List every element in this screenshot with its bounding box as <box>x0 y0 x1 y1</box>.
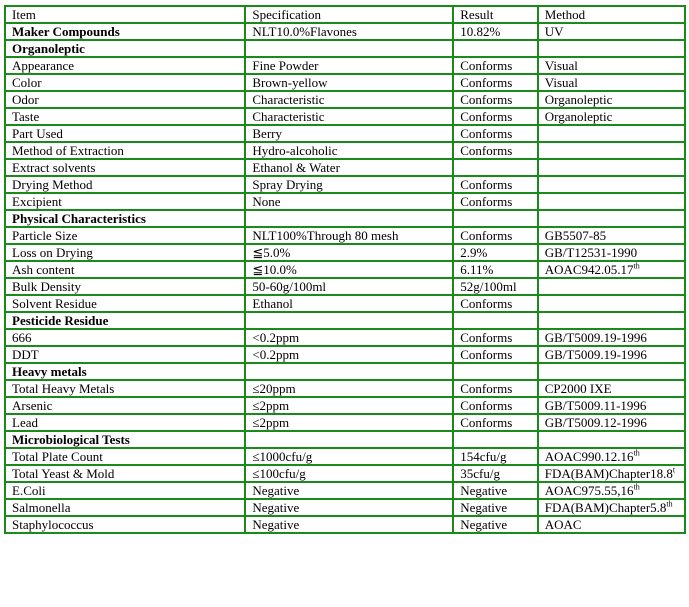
item-cell <box>5 244 245 261</box>
specification-cell-text: ≦5.0% <box>252 245 291 260</box>
method-cell <box>538 346 685 363</box>
specification-cell <box>245 159 453 176</box>
specification-cell-text: Spray Drying <box>252 177 323 192</box>
result-cell <box>453 176 537 193</box>
item-cell <box>5 482 245 499</box>
table-row <box>5 125 685 142</box>
specification-cell-text: Brown-yellow <box>252 75 328 90</box>
header-method: Method <box>538 6 685 23</box>
specification-cell <box>245 142 453 159</box>
method-cell <box>538 431 685 448</box>
item-cell-text: Microbiological Tests <box>12 432 130 447</box>
method-cell-text: Visual <box>544 75 578 90</box>
item-cell-text: Organoleptic <box>12 41 85 56</box>
result-cell <box>453 431 537 448</box>
item-cell-text: Maker Compounds <box>12 24 120 39</box>
method-cell <box>538 108 685 125</box>
method-cell-text: AOAC990.12.16 <box>544 449 634 464</box>
section-header-row <box>5 312 685 329</box>
specification-cell <box>245 23 453 40</box>
item-cell <box>5 465 245 482</box>
item-cell <box>5 159 245 176</box>
result-cell-text: Conforms <box>460 177 513 192</box>
item-cell-text: Heavy metals <box>12 364 87 379</box>
item-cell-text: Total Plate Count <box>12 449 103 464</box>
result-cell-text: Conforms <box>460 381 513 396</box>
result-cell <box>453 159 537 176</box>
result-cell-text: Conforms <box>460 398 513 413</box>
specification-cell <box>245 227 453 244</box>
specification-cell <box>245 431 453 448</box>
method-cell <box>538 125 685 142</box>
specification-cell-text: ≤20ppm <box>252 381 296 396</box>
specification-cell <box>245 312 453 329</box>
table-row <box>5 74 685 91</box>
header-specification: Specification <box>245 6 453 23</box>
ordinal-superscript: th <box>633 448 640 458</box>
item-cell-text: Loss on Drying <box>12 245 93 260</box>
method-cell <box>538 380 685 397</box>
method-cell <box>538 499 685 516</box>
item-cell-text: Part Used <box>12 126 63 141</box>
item-cell-text: Color <box>12 75 42 90</box>
result-cell-text: 6.11% <box>460 262 494 277</box>
item-cell-text: Appearance <box>12 58 75 73</box>
result-cell <box>453 312 537 329</box>
item-cell-text: Total Heavy Metals <box>12 381 115 396</box>
table-row <box>5 346 685 363</box>
method-cell <box>538 295 685 312</box>
item-cell <box>5 346 245 363</box>
specification-table <box>4 5 686 534</box>
table-row <box>5 244 685 261</box>
table-row <box>5 448 685 465</box>
specification-cell <box>245 397 453 414</box>
item-cell-text: Arsenic <box>12 398 53 413</box>
method-cell <box>538 23 685 40</box>
result-cell <box>453 295 537 312</box>
result-cell-text: Negative <box>460 500 508 515</box>
specification-cell <box>245 380 453 397</box>
table-row <box>5 91 685 108</box>
result-cell <box>453 397 537 414</box>
item-cell <box>5 397 245 414</box>
result-cell-text: Negative <box>460 517 508 532</box>
method-cell-text: GB5507-85 <box>544 228 607 243</box>
method-cell-text: AOAC975.55,16 <box>544 483 634 498</box>
result-cell <box>453 125 537 142</box>
method-cell-text: AOAC <box>544 517 582 532</box>
item-cell-text: Extract solvents <box>12 160 96 175</box>
result-cell <box>453 108 537 125</box>
item-cell <box>5 108 245 125</box>
result-cell <box>453 499 537 516</box>
method-cell-text: Visual <box>544 58 578 73</box>
item-cell <box>5 278 245 295</box>
specification-cell <box>245 74 453 91</box>
specification-cell <box>245 108 453 125</box>
method-cell-text: FDA(BAM)Chapter18.8 <box>544 466 673 481</box>
specification-cell-text: Ethanol & Water <box>252 160 340 175</box>
ordinal-superscript: th <box>633 261 640 271</box>
specification-cell <box>245 40 453 57</box>
specification-cell-text: Characteristic <box>252 92 325 107</box>
header-item: Item <box>5 6 245 23</box>
specification-cell-text: None <box>252 194 281 209</box>
table-row <box>5 482 685 499</box>
specification-cell-text: Negative <box>252 500 300 515</box>
item-cell-text: E.Coli <box>12 483 46 498</box>
table-row <box>5 227 685 244</box>
result-cell-text: Conforms <box>460 126 513 141</box>
result-cell <box>453 482 537 499</box>
result-cell <box>453 346 537 363</box>
item-cell <box>5 312 245 329</box>
method-cell <box>538 482 685 499</box>
result-cell <box>453 210 537 227</box>
specification-cell <box>245 176 453 193</box>
result-cell-text: Conforms <box>460 109 513 124</box>
specification-cell <box>245 448 453 465</box>
ordinal-superscript: th <box>633 482 640 492</box>
specification-cell <box>245 465 453 482</box>
specification-cell-text: ≤2ppm <box>252 398 290 413</box>
table-row <box>5 465 685 482</box>
specification-cell-text: Characteristic <box>252 109 325 124</box>
table-row <box>5 380 685 397</box>
table-row <box>5 397 685 414</box>
specification-cell-text: Negative <box>252 517 300 532</box>
result-cell-text: 154cfu/g <box>460 449 507 464</box>
item-cell-text: Total Yeast & Mold <box>12 466 115 481</box>
result-cell-text: Negative <box>460 483 508 498</box>
table-row <box>5 295 685 312</box>
method-cell <box>538 312 685 329</box>
specification-cell-text: Negative <box>252 483 300 498</box>
specification-cell <box>245 244 453 261</box>
method-cell <box>538 40 685 57</box>
table-row <box>5 142 685 159</box>
method-cell <box>538 363 685 380</box>
item-cell-text: Excipient <box>12 194 62 209</box>
specification-cell-text: <0.2ppm <box>252 330 300 345</box>
result-cell <box>453 329 537 346</box>
table-header-row <box>5 6 685 23</box>
result-cell-text: 10.82% <box>460 24 501 39</box>
method-cell-text: FDA(BAM)Chapter5.8 <box>544 500 667 515</box>
specification-cell <box>245 499 453 516</box>
specification-cell <box>245 57 453 74</box>
specification-cell-text: ≤100cfu/g <box>252 466 306 481</box>
table-row <box>5 414 685 431</box>
result-cell-text: Conforms <box>460 415 513 430</box>
item-cell <box>5 431 245 448</box>
method-cell <box>538 227 685 244</box>
specification-cell <box>245 278 453 295</box>
item-cell <box>5 261 245 278</box>
result-cell <box>453 74 537 91</box>
result-cell <box>453 91 537 108</box>
specification-cell-text: ≤1000cfu/g <box>252 449 313 464</box>
item-cell-text: Ash content <box>12 262 75 277</box>
specification-cell <box>245 329 453 346</box>
result-cell-text: Conforms <box>460 330 513 345</box>
item-cell <box>5 176 245 193</box>
item-cell-text: Method of Extraction <box>12 143 124 158</box>
item-cell-text: Solvent Residue <box>12 296 97 311</box>
result-cell-text: Conforms <box>460 228 513 243</box>
result-cell <box>453 142 537 159</box>
specification-cell-text: Fine Powder <box>252 58 319 73</box>
item-cell <box>5 227 245 244</box>
result-cell-text: Conforms <box>460 75 513 90</box>
section-header-row <box>5 431 685 448</box>
specification-cell <box>245 414 453 431</box>
item-cell <box>5 74 245 91</box>
method-cell <box>538 261 685 278</box>
result-cell <box>453 414 537 431</box>
table-row <box>5 193 685 210</box>
method-cell-text: GB/T5009.19-1996 <box>544 347 647 362</box>
specification-cell <box>245 295 453 312</box>
item-cell-text: Taste <box>12 109 40 124</box>
item-cell-text: Particle Size <box>12 228 78 243</box>
item-cell <box>5 57 245 74</box>
item-cell-text: Lead <box>12 415 38 430</box>
method-cell <box>538 244 685 261</box>
result-cell <box>453 40 537 57</box>
specification-cell <box>245 346 453 363</box>
specification-cell-text: Ethanol <box>252 296 293 311</box>
specification-cell-text: 50-60g/100ml <box>252 279 327 294</box>
specification-cell <box>245 210 453 227</box>
item-cell <box>5 414 245 431</box>
method-cell-text: GB/T5009.19-1996 <box>544 330 647 345</box>
specification-cell <box>245 482 453 499</box>
item-cell-text: 666 <box>12 330 32 345</box>
item-cell <box>5 516 245 533</box>
method-cell-text: CP2000 IXE <box>544 381 612 396</box>
result-cell <box>453 227 537 244</box>
item-cell <box>5 40 245 57</box>
item-cell <box>5 448 245 465</box>
result-cell <box>453 244 537 261</box>
specification-cell <box>245 125 453 142</box>
table-row <box>5 57 685 74</box>
method-cell <box>538 91 685 108</box>
result-cell <box>453 278 537 295</box>
method-cell <box>538 278 685 295</box>
result-cell <box>453 193 537 210</box>
method-cell <box>538 516 685 533</box>
item-cell <box>5 329 245 346</box>
specification-cell-text: ≤2ppm <box>252 415 290 430</box>
method-cell <box>538 414 685 431</box>
table-row <box>5 329 685 346</box>
table-row <box>5 261 685 278</box>
result-cell-text: 2.9% <box>460 245 488 260</box>
specification-cell <box>245 363 453 380</box>
item-cell <box>5 23 245 40</box>
result-cell-text: Conforms <box>460 92 513 107</box>
method-cell <box>538 176 685 193</box>
table-row <box>5 108 685 125</box>
table-row <box>5 23 685 40</box>
item-cell <box>5 295 245 312</box>
specification-cell-text: Berry <box>252 126 282 141</box>
item-cell-text: Pesticide Residue <box>12 313 109 328</box>
header-result: Result <box>453 6 537 23</box>
method-cell <box>538 465 685 482</box>
item-cell-text: Drying Method <box>12 177 93 192</box>
specification-cell-text: NLT10.0%Flavones <box>252 24 357 39</box>
item-cell <box>5 380 245 397</box>
method-cell-text: Organoleptic <box>544 92 613 107</box>
result-cell <box>453 448 537 465</box>
method-cell <box>538 142 685 159</box>
method-cell <box>538 159 685 176</box>
section-header-row <box>5 363 685 380</box>
specification-cell-text: NLT100%Through 80 mesh <box>252 228 399 243</box>
method-cell-text: GB/T12531-1990 <box>544 245 638 260</box>
table-row <box>5 176 685 193</box>
table-row <box>5 516 685 533</box>
item-cell <box>5 142 245 159</box>
method-cell <box>538 397 685 414</box>
result-cell <box>453 380 537 397</box>
result-cell-text: 52g/100ml <box>460 279 517 294</box>
method-cell-text: GB/T5009.11-1996 <box>544 398 647 413</box>
specification-cell <box>245 516 453 533</box>
result-cell <box>453 516 537 533</box>
method-cell <box>538 193 685 210</box>
item-cell-text: Odor <box>12 92 39 107</box>
specification-cell-text: Hydro-alcoholic <box>252 143 338 158</box>
method-cell-text: GB/T5009.12-1996 <box>544 415 647 430</box>
method-cell-text: UV <box>544 24 564 39</box>
item-cell <box>5 91 245 108</box>
method-cell <box>538 329 685 346</box>
specification-cell <box>245 261 453 278</box>
ordinal-superscript: th <box>666 499 673 509</box>
item-cell <box>5 210 245 227</box>
method-cell <box>538 210 685 227</box>
item-cell <box>5 193 245 210</box>
specification-cell <box>245 91 453 108</box>
specification-cell <box>245 193 453 210</box>
table-row <box>5 499 685 516</box>
method-cell-text: Organoleptic <box>544 109 613 124</box>
section-header-row <box>5 40 685 57</box>
item-cell-text: Bulk Density <box>12 279 81 294</box>
result-cell-text: 35cfu/g <box>460 466 500 481</box>
method-cell <box>538 74 685 91</box>
item-cell-text: Salmonella <box>12 500 71 515</box>
specification-cell-text: <0.2ppm <box>252 347 300 362</box>
result-cell <box>453 57 537 74</box>
result-cell <box>453 363 537 380</box>
item-cell-text: DDT <box>12 347 39 362</box>
method-cell-text: AOAC942.05.17 <box>544 262 634 277</box>
result-cell <box>453 465 537 482</box>
item-cell-text: Physical Characteristics <box>12 211 146 226</box>
result-cell-text: Conforms <box>460 143 513 158</box>
table-row <box>5 159 685 176</box>
item-cell-text: Staphylococcus <box>12 517 94 532</box>
specification-cell-text: ≦10.0% <box>252 262 297 277</box>
method-cell <box>538 448 685 465</box>
result-cell-text: Conforms <box>460 194 513 209</box>
item-cell <box>5 499 245 516</box>
section-header-row <box>5 210 685 227</box>
method-cell <box>538 57 685 74</box>
result-cell <box>453 23 537 40</box>
result-cell-text: Conforms <box>460 58 513 73</box>
result-cell-text: Conforms <box>460 347 513 362</box>
table-row <box>5 278 685 295</box>
ordinal-superscript: t <box>672 465 676 475</box>
item-cell <box>5 363 245 380</box>
result-cell <box>453 261 537 278</box>
item-cell <box>5 125 245 142</box>
result-cell-text: Conforms <box>460 296 513 311</box>
